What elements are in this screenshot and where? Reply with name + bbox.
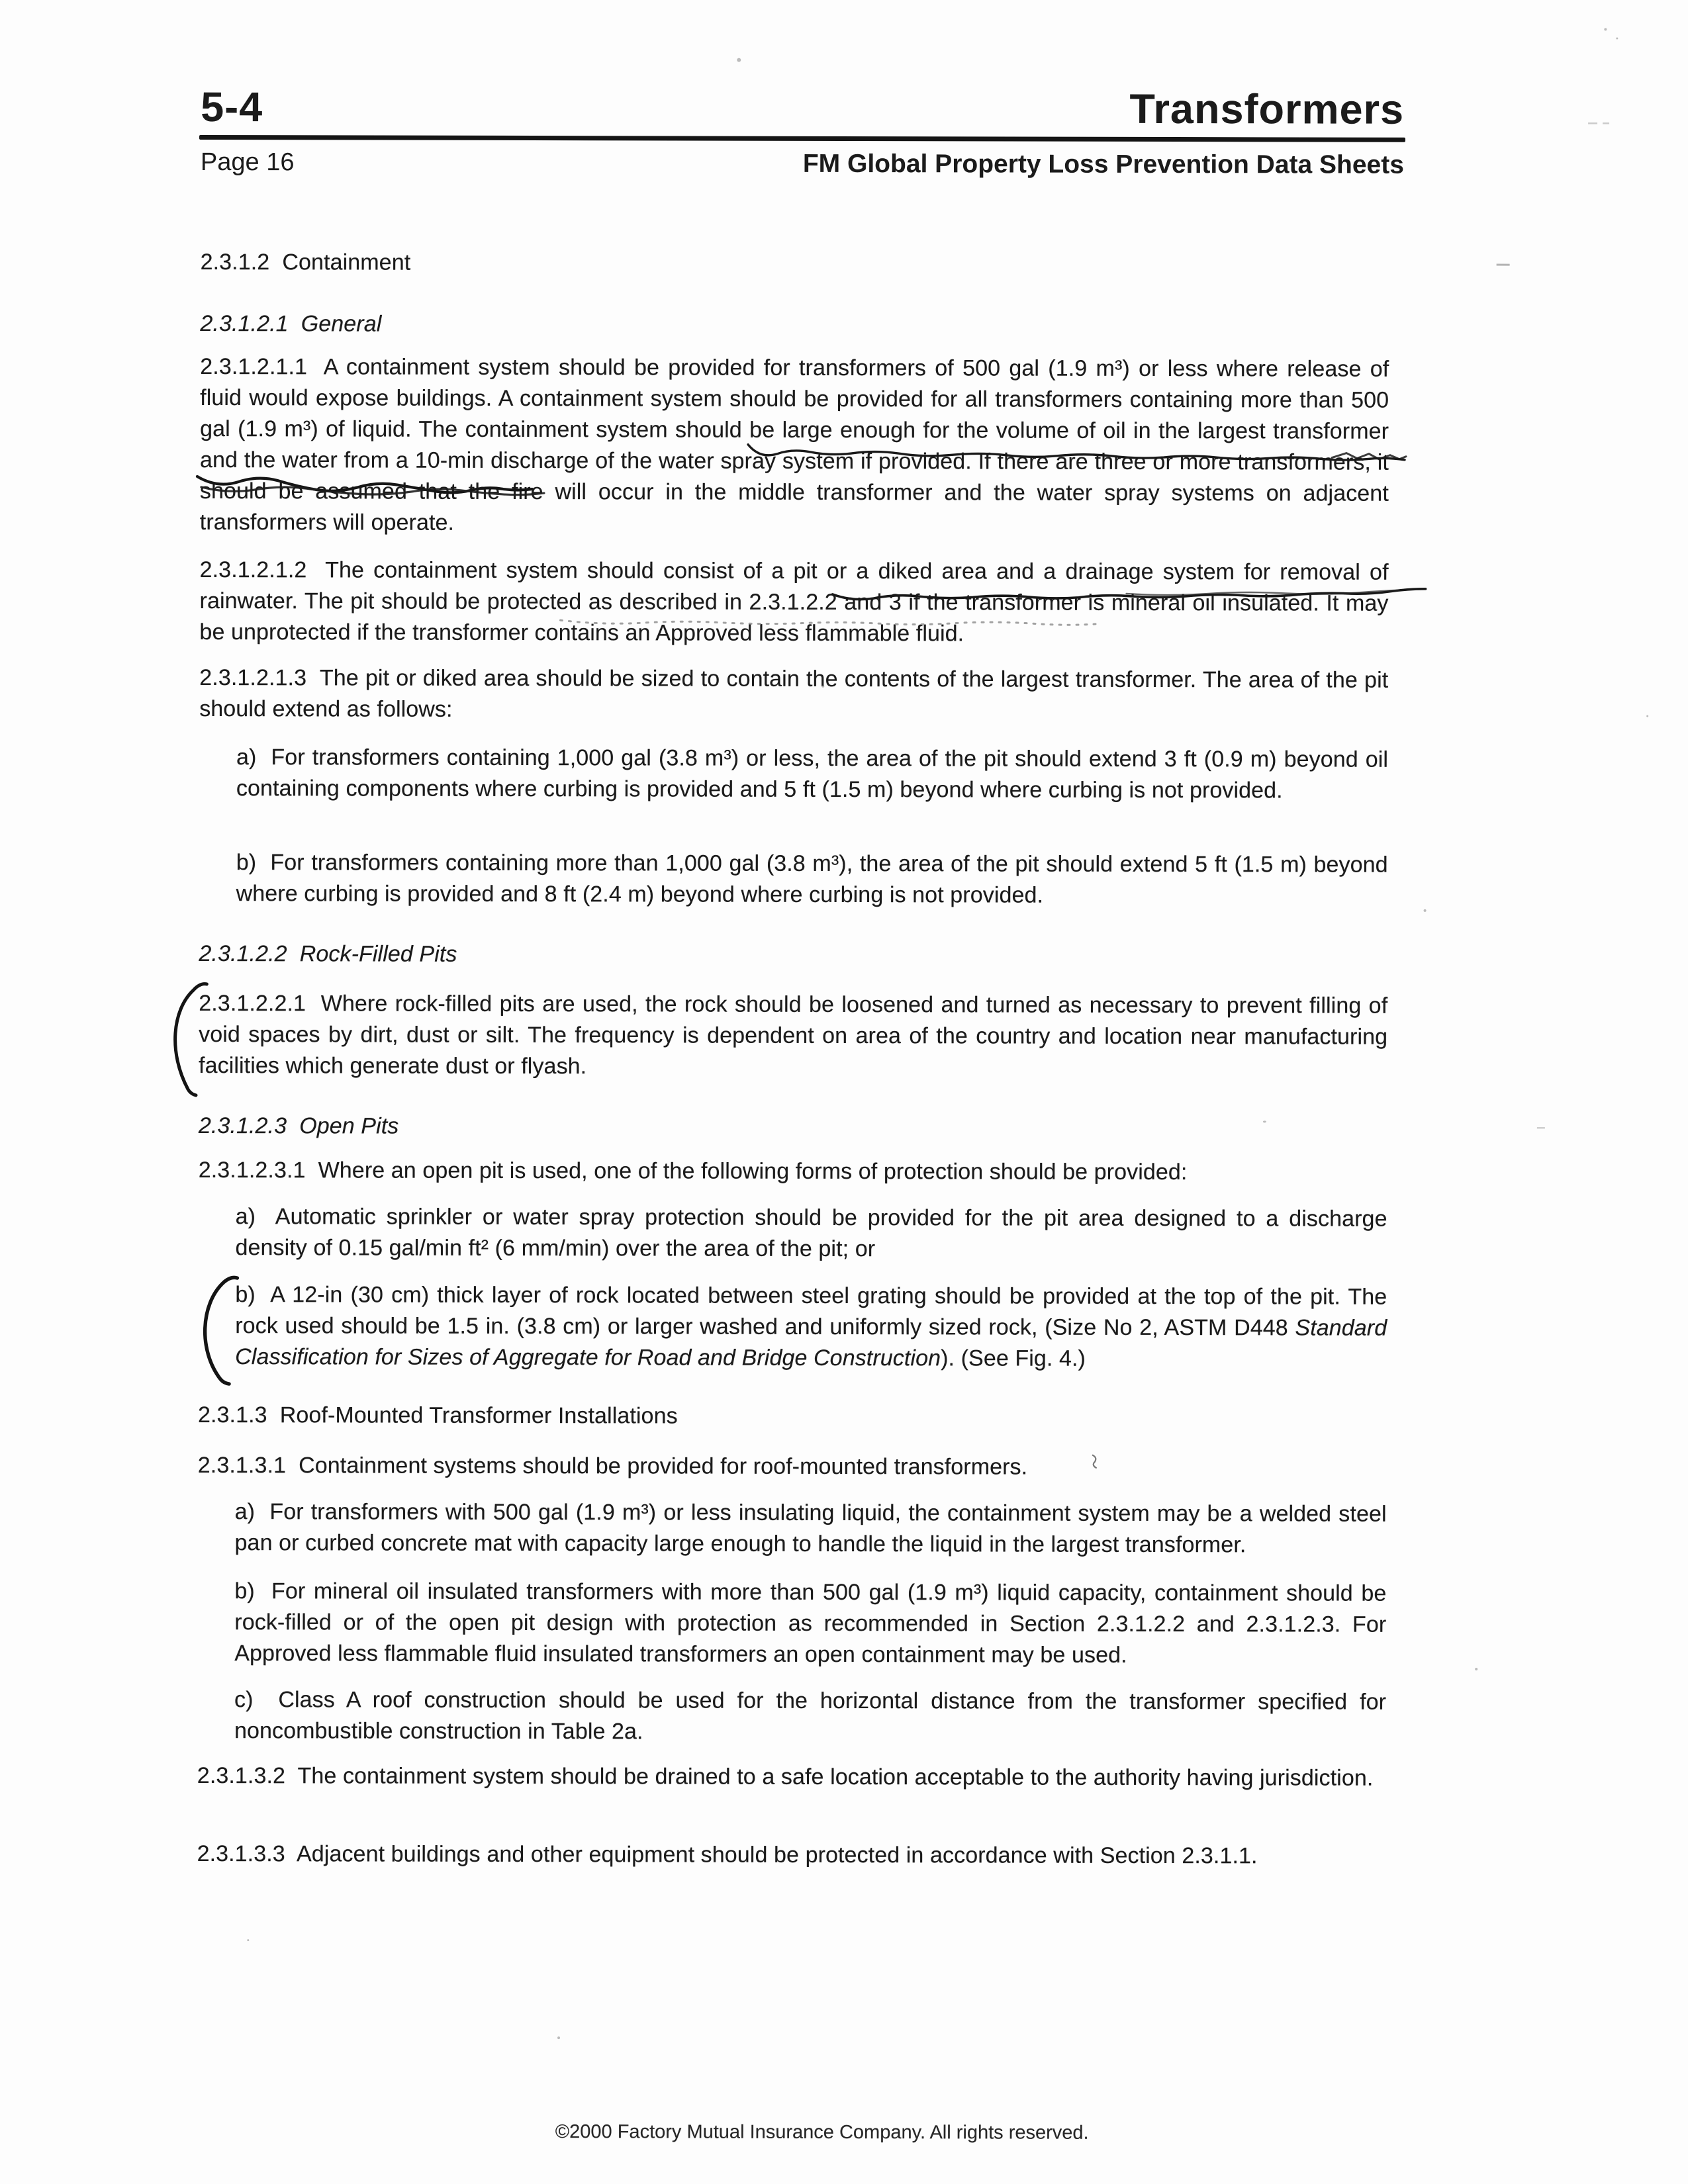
copyright-notice: ©2000 Factory Mutual Insurance Company. All rights reserved. [555,2121,1089,2144]
list-item-b-open-pit-text: b) A 12-in (30 cm) thick layer of rock located between steel grating should be provided at the top of the pit. The rock used should be 1.5 in. (3.8 cm) or larger washed and uniformly sized rock, (Size No 2, ASTM D448 [235,1282,1387,1341]
scan-speckle [821,685,824,688]
heading-rock-filled-pits: 2.3.1.2.2 Rock-Filled Pits [199,940,457,967]
astm-standard-title: Standard Classification for Sizes of Aggregate for Road and Bridge Construction [235,1315,1387,1371]
paragraph-2-3-1-2-1-3: 2.3.1.2.1.3 The pit or diked area should be sized to contain the contents of the largest transformer. The area of the pit should extend as follows: [199,664,1389,722]
scan-speckle [1604,28,1607,30]
list-item-a-pit-size: a) For transformers containing 1,000 gal (3.8 m³) or less, the area of the pit should extend 3 ft (0.9 m) beyond oil containing components where curbing is provided and 5 ft (1.5 m) beyond where curbing is not provided. [236,745,1389,803]
paragraph-2-3-1-2-3-1: 2.3.1.2.3.1 Where an open pit is used, one of the following forms of protection should be provided: [198,1157,1188,1185]
paragraph-2-3-1-2-1-2: 2.3.1.2.1.2 The containment system should consist of a pit or a diked area and a drainage system for removal of rainwater. The pit should be protected as described in 2.3.1.2.2 and 3 if the transformer is mineral oil insulated. It may be unprotected if the transformer contains an Approved less flammable fluid. [199,557,1389,647]
scan-speckle [1424,909,1427,912]
list-item-b-open-pit [235,1279,1387,1375]
scan-speckle [1616,37,1618,39]
scan-speckle [557,2036,560,2039]
list-item-b-roof-mounted: b) For mineral oil insulated transformers with more than 500 gal (1.9 m³) liquid capacity, containment should be rock-filled or of the open pit design with protection as recommended in Section 2.3.1.2.2 and 2.3.1.2.3. For Approved less flammable fluid insulated transformers an open containment may be used. [234,1578,1387,1668]
heading-general: 2.3.1.2.1 General [200,310,382,337]
scan-speckle [247,1939,249,1941]
list-item-a-open-pit: a) Automatic sprinkler or water spray protection should be provided for the pit area designed to a discharge density of 0.15 gal/min ft² (6 mm/min) over the area of the pit; or [235,1204,1387,1262]
paragraph-2-3-1-3-3: 2.3.1.3.3 Adjacent buildings and other equipment should be protected in accordance with Section 2.3.1.1. [197,1841,1258,1869]
list-item-a-roof-mounted: a) For transformers with 500 gal (1.9 m³) or less insulating liquid, the containment system may be a welded steel pan or curbed concrete mat with capacity large enough to handle the liquid in the largest transformer. [234,1499,1387,1558]
paragraph-2-3-1-3-1: 2.3.1.3.1 Containment systems should be provided for roof-mounted transformers. [197,1452,1028,1480]
header-rule [199,135,1405,142]
scan-speckle [1646,715,1648,717]
scan-speckle [737,58,741,62]
paragraph-2-3-1-2-2-1: 2.3.1.2.2.1 Where rock-filled pits are used, the rock should be loosened and turned as necessary to prevent filling of void spaces by dirt, dust or silt. The frequency is dependent on area of the country and location near manufacturing facilities which generate dust or flyash. [199,990,1388,1079]
list-item-b-open-pit-tail: ). (See Fig. 4.) [941,1345,1086,1371]
doc-number: 5-4 [201,83,263,131]
heading-containment: 2.3.1.2 Containment [200,249,411,275]
paragraph-2-3-1-2-1-1: 2.3.1.2.1.1 A containment system should be provided for transformers of 500 gal (1.9 m³) or less where release of fluid would expose buildings. A containment system should be provided for all transformers containing more than 500 gal (1.9 m³) of liquid. The containment system should be large enough for the volume of oil in the largest transformer and the water from a 10-min discharge of the water spray system if provided. If there are three or more transformers, it should be assumed that the fire will occur in the middle transformer and the water spray systems on adjacent transformers will operate. [199,353,1389,535]
handwritten-paren-open-pit-b [205,1277,237,1384]
paragraph-2-3-1-3-2: 2.3.1.3.2 The containment system should be drained to a safe location acceptable to the authority having jurisdiction. [197,1762,1374,1791]
publication-title: FM Global Property Loss Prevention Data Sheets [802,149,1404,179]
scan-speckle [1475,1668,1477,1670]
list-item-b-pit-size: b) For transformers containing more than 1,000 gal (3.8 m³), the area of the pit should extend 5 ft (1.5 m) beyond where curbing is provided and 8 ft (2.4 m) beyond where curbing is not provided. [236,850,1388,908]
page-number: Page 16 [200,148,295,177]
heading-open-pits: 2.3.1.2.3 Open Pits [198,1113,399,1139]
heading-roof-mounted: 2.3.1.3 Roof-Mounted Transformer Installations [197,1402,678,1429]
list-item-c-roof-mounted: c) Class A roof construction should be used for the horizontal distance from the transformer specified for noncombustible construction in Table 2a. [234,1687,1387,1745]
doc-title: Transformers [1129,85,1405,133]
scan-speckle [1263,1120,1266,1122]
